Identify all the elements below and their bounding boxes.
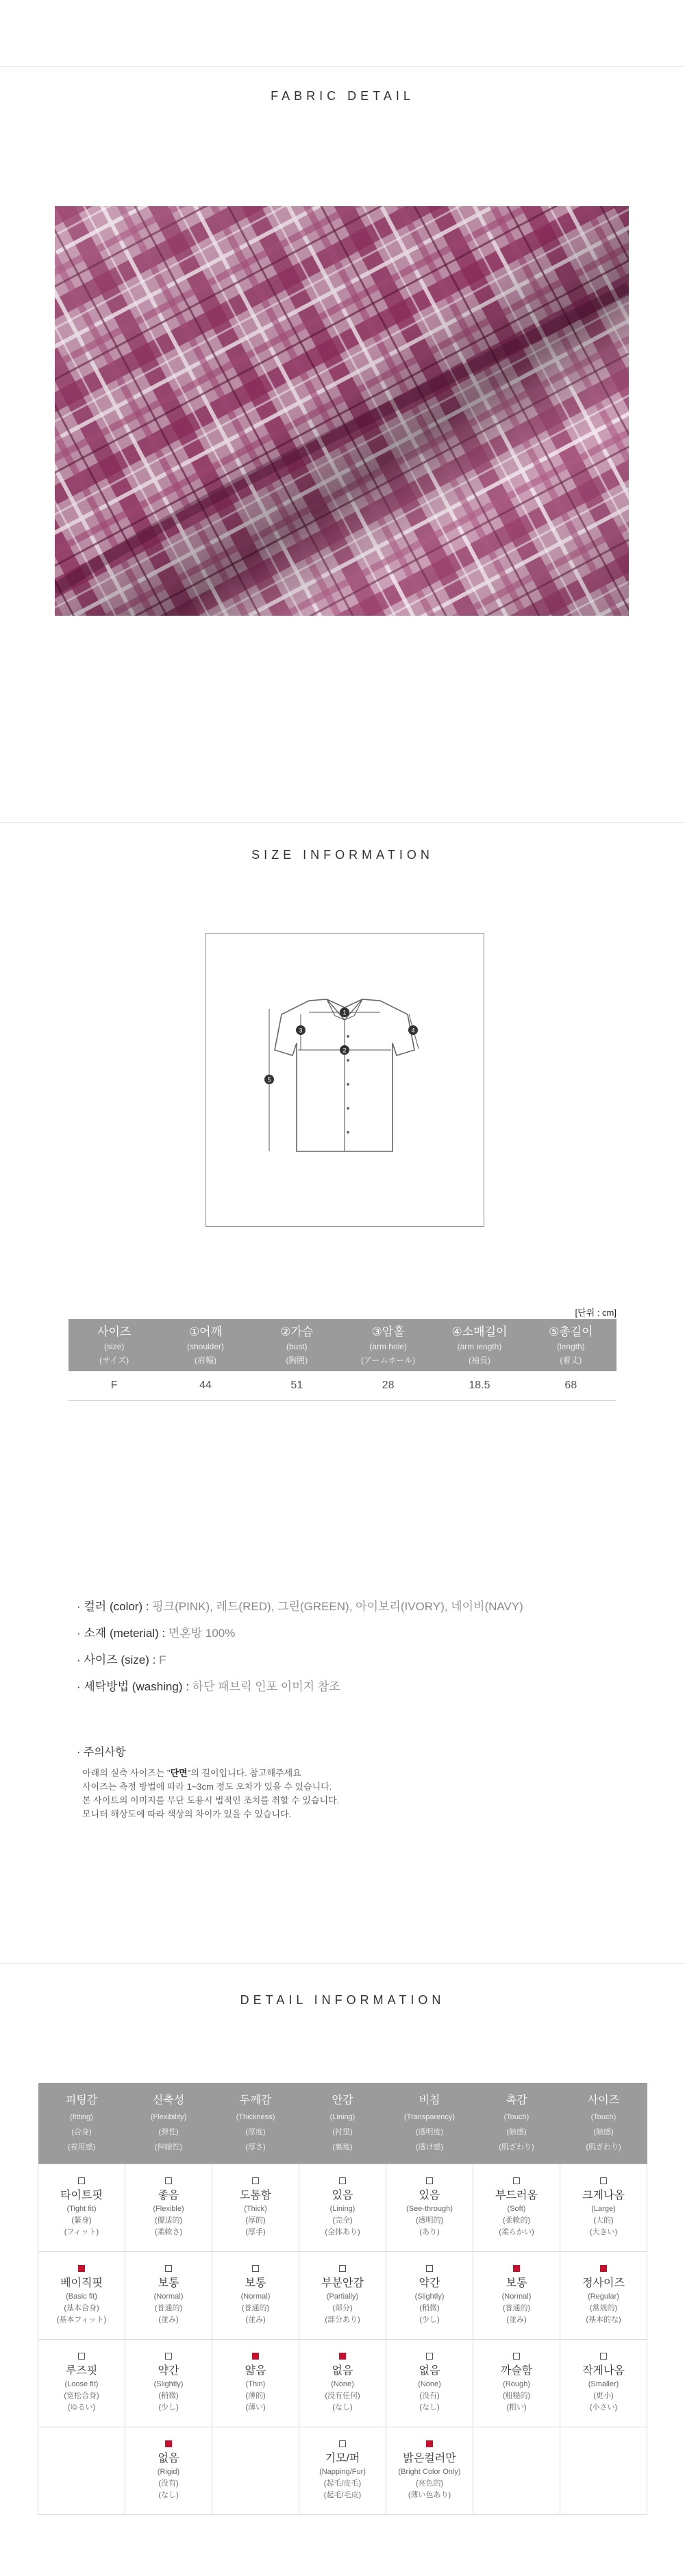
detail-option-ko: 루즈핏	[65, 2365, 98, 2377]
size-header-ko: ①어깨	[188, 1325, 223, 1338]
detail-cell	[560, 2340, 647, 2427]
unchecked-checkbox-icon	[339, 2177, 346, 2184]
detail-option-ko: 까슬함	[500, 2365, 533, 2377]
notice-line	[82, 1793, 339, 1806]
detail-option-l3: (薄い色あり)	[408, 2491, 451, 2499]
unchecked-checkbox-icon	[252, 2177, 259, 2184]
unchecked-checkbox-icon	[600, 2177, 607, 2184]
detail-cell	[386, 2340, 473, 2427]
detail-option-l1: (Rigid)	[157, 2468, 180, 2476]
detail-option-ko: 얇음	[245, 2365, 266, 2377]
detail-table-header	[299, 2083, 386, 2164]
detail-option-l1: (Slightly)	[414, 2292, 445, 2301]
detail-header-l2: (合身)	[71, 2128, 92, 2136]
unchecked-checkbox-icon	[513, 2353, 520, 2360]
detail-table-header	[386, 2083, 473, 2164]
detail-option-l3: (起毛/毛皮)	[323, 2491, 362, 2499]
size-header-ko: ⑤총길이	[549, 1325, 593, 1338]
notice-line	[82, 1807, 291, 1820]
detail-cell	[386, 2164, 473, 2252]
detail-option-l2: (普通的)	[502, 2304, 531, 2312]
info-color-value: 핑크(PINK), 레드(RED), 그린(GREEN), 아이보리(IVORY), 네이비(NAVY)	[152, 1600, 523, 1613]
detail-option-l3: (並み)	[245, 2316, 266, 2324]
detail-cell	[386, 2252, 473, 2340]
table-row	[68, 1371, 616, 1401]
size-header-en: (arm length)	[457, 1342, 502, 1351]
detail-option-l3: (少し)	[158, 2403, 179, 2412]
size-information-title: SIZE INFORMATION	[251, 848, 434, 862]
detail-option-l1: (Normal)	[240, 2292, 271, 2301]
detail-cell	[212, 2340, 299, 2427]
detail-option-ko: 정사이즈	[582, 2277, 625, 2289]
info-material	[77, 1623, 235, 1640]
size-header-ko: ②가슴	[280, 1325, 314, 1338]
detail-option-l3: (粗い)	[506, 2403, 527, 2412]
detail-cell	[473, 2427, 560, 2515]
detail-option-l2: (緊身)	[71, 2216, 92, 2225]
detail-cell	[299, 2164, 386, 2252]
info-color	[77, 1597, 523, 1614]
fabric-photo	[55, 206, 629, 616]
detail-cell	[473, 2252, 560, 2340]
table-row	[38, 2164, 647, 2252]
checked-checkbox-icon	[252, 2353, 259, 2360]
detail-option-l3: (部分あり)	[325, 2316, 360, 2324]
svg-text:4: 4	[411, 1027, 415, 1034]
notice-title: · 주의사항	[77, 1747, 126, 1758]
detail-option-l3: (厚手)	[245, 2228, 266, 2236]
detail-option-l2: (没有任何)	[325, 2392, 360, 2400]
size-cell: 18.5	[434, 1371, 525, 1401]
svg-text:5: 5	[267, 1076, 271, 1084]
detail-header-l2: (衬里)	[332, 2128, 353, 2136]
detail-option-l1: (Slightly)	[153, 2380, 184, 2388]
detail-table-header	[560, 2083, 647, 2164]
detail-option-l2: (柔軟的)	[502, 2216, 531, 2225]
size-header-en: (size)	[103, 1342, 125, 1351]
detail-header-l2: (触感)	[593, 2128, 614, 2136]
detail-cell	[560, 2427, 647, 2515]
detail-option-ko: 보통	[245, 2277, 266, 2289]
section-divider-1	[0, 822, 685, 823]
detail-option-l1: (Normal)	[153, 2292, 184, 2301]
detail-header-l3: (伸縮性)	[154, 2143, 183, 2151]
detail-header-ko: 신축성	[152, 2094, 185, 2106]
detail-header-l3: (着用感)	[67, 2143, 96, 2151]
size-header-en: (length)	[556, 1342, 585, 1351]
unchecked-checkbox-icon	[600, 2353, 607, 2360]
unchecked-checkbox-icon	[339, 2265, 346, 2272]
notice-text: "의 길이입니다. 참고해주세요	[187, 1768, 301, 1778]
size-table-header	[251, 1319, 342, 1371]
detail-header-ko: 비침	[419, 2094, 440, 2106]
detail-header-l2: (厚度)	[245, 2128, 266, 2136]
detail-option-l2: (大的)	[593, 2216, 614, 2225]
detail-option-l2: (普通的)	[154, 2304, 183, 2312]
detail-option-l2: (部分)	[332, 2304, 353, 2312]
detail-header-l3: (透け感)	[415, 2143, 444, 2151]
detail-table-header	[125, 2083, 212, 2164]
detail-cell	[212, 2427, 299, 2515]
detail-option-ko: 없음	[419, 2365, 440, 2377]
detail-option-l3: (なし)	[419, 2403, 440, 2412]
detail-option-l2: (没有)	[419, 2392, 440, 2400]
detail-cell	[212, 2252, 299, 2340]
detail-option-ko: 약간	[419, 2277, 440, 2289]
detail-option-l3: (並み)	[158, 2316, 179, 2324]
detail-option-l3: (柔らかい)	[499, 2228, 534, 2236]
detail-header-l1: (fitting)	[70, 2113, 93, 2121]
info-color-label: · 컬러 (color) :	[77, 1600, 153, 1613]
detail-option-l1: (Soft)	[507, 2205, 526, 2213]
size-header-en: (bust)	[286, 1342, 308, 1351]
size-header-jp: (サイズ)	[99, 1355, 129, 1365]
notice-line	[82, 1779, 332, 1792]
detail-cell	[473, 2164, 560, 2252]
table-row	[38, 2252, 647, 2340]
checked-checkbox-icon	[513, 2265, 520, 2272]
detail-option-l2: (透明的)	[415, 2216, 444, 2225]
unchecked-checkbox-icon	[252, 2265, 259, 2272]
shirt-diagram-icon	[206, 934, 484, 1226]
detail-cell	[38, 2252, 125, 2340]
detail-header-l1: (Transparency)	[403, 2113, 456, 2121]
unchecked-checkbox-icon	[165, 2353, 172, 2360]
detail-option-l1: (Bright Color Only)	[398, 2468, 461, 2476]
size-header-jp: (アームホール)	[360, 1355, 416, 1365]
detail-header-l1: (Touch)	[590, 2113, 616, 2121]
detail-option-l1: (Smaller)	[588, 2380, 619, 2388]
notice-emphasis: 단면	[170, 1768, 188, 1778]
unchecked-checkbox-icon	[165, 2177, 172, 2184]
checked-checkbox-icon	[426, 2440, 433, 2447]
detail-option-l2: (更小)	[593, 2392, 614, 2400]
detail-header-l1: (Touch)	[503, 2113, 530, 2121]
detail-option-l1: (Normal)	[501, 2292, 532, 2301]
detail-option-l3: (並み)	[506, 2316, 527, 2324]
detail-option-l2: (稍微)	[158, 2392, 179, 2400]
detail-header-l1: (Flexibility)	[150, 2113, 187, 2121]
detail-header-l2: (透明度)	[415, 2128, 444, 2136]
detail-option-l2: (普通的)	[241, 2304, 270, 2312]
detail-option-ko: 약간	[158, 2365, 179, 2377]
detail-option-l1: (See-through)	[406, 2205, 453, 2213]
detail-header-ko: 피팅감	[65, 2094, 98, 2106]
detail-option-ko: 기모/퍼	[325, 2453, 360, 2464]
detail-option-ko: 도톰함	[239, 2190, 272, 2201]
fabric-detail-title: FABRIC DETAIL	[271, 89, 414, 103]
detail-information-title: DETAIL INFORMATION	[240, 1993, 445, 2007]
detail-option-ko: 있음	[419, 2190, 440, 2201]
detail-option-l3: (柔軟さ)	[154, 2228, 183, 2236]
detail-header-l2: (弹性)	[158, 2128, 179, 2136]
notice-text: 모니터 해상도에 따라 색상의 차이가 있을 수 있습니다.	[82, 1809, 292, 1819]
size-table-header	[525, 1319, 616, 1371]
svg-text:2: 2	[342, 1047, 347, 1054]
detail-option-l1: (Rough)	[503, 2380, 530, 2388]
size-cell: 28	[342, 1371, 434, 1401]
size-header-en: (shoulder)	[186, 1342, 224, 1351]
checked-checkbox-icon	[600, 2265, 607, 2272]
detail-table-header	[212, 2083, 299, 2164]
detail-cell	[125, 2427, 212, 2515]
detail-option-l2: (亮色的)	[415, 2479, 444, 2488]
detail-option-l2: (稍微)	[419, 2304, 440, 2312]
detail-cell	[299, 2340, 386, 2427]
notice-line	[82, 1766, 301, 1779]
detail-option-l1: (Large)	[591, 2205, 616, 2213]
detail-header-l3: (裏地)	[332, 2143, 353, 2151]
size-table-header	[342, 1319, 434, 1371]
detail-option-l2: (基本合身)	[64, 2304, 99, 2312]
info-size	[77, 1650, 166, 1667]
detail-option-l3: (小さい)	[589, 2403, 618, 2412]
detail-option-ko: 보통	[158, 2277, 179, 2289]
unchecked-checkbox-icon	[339, 2440, 346, 2447]
info-washing-value: 하단 패브릭 인포 이미지 참조	[192, 1680, 340, 1693]
unchecked-checkbox-icon	[78, 2353, 85, 2360]
detail-option-l2: (宽松合身)	[64, 2392, 99, 2400]
detail-header-l3: (肌ざわり)	[499, 2143, 534, 2151]
detail-option-l2: (粗糙的)	[502, 2392, 531, 2400]
detail-option-l2: (完全)	[332, 2216, 353, 2225]
detail-header-ko: 두께감	[239, 2094, 272, 2106]
detail-option-l1: (Regular)	[588, 2292, 619, 2301]
detail-header-ko: 사이즈	[587, 2094, 620, 2106]
size-header-jp: (胸囲)	[286, 1355, 308, 1365]
detail-cell	[560, 2252, 647, 2340]
size-table-header-row	[68, 1319, 616, 1371]
detail-option-l1: (Thick)	[244, 2205, 267, 2213]
detail-option-ko: 없음	[158, 2453, 179, 2464]
size-header-ko: ④소매길이	[451, 1325, 508, 1338]
detail-option-ko: 좋음	[158, 2190, 179, 2201]
size-cell: 51	[251, 1371, 342, 1401]
detail-cell	[38, 2164, 125, 2252]
size-header-jp: (着丈)	[560, 1355, 582, 1365]
detail-option-l3: (大きい)	[589, 2228, 618, 2236]
size-header-jp: (袖長)	[468, 1355, 490, 1365]
table-row	[38, 2340, 647, 2427]
size-header-jp: (肩幅)	[194, 1355, 216, 1365]
detail-option-l1: (Loose fit)	[64, 2380, 99, 2388]
detail-table-header	[473, 2083, 560, 2164]
size-table	[68, 1319, 616, 1401]
detail-cell	[386, 2427, 473, 2515]
detail-option-ko: 타이트핏	[60, 2190, 103, 2201]
detail-cell	[299, 2252, 386, 2340]
section-divider-2	[0, 1963, 685, 1964]
info-material-label: · 소재 (meterial) :	[77, 1627, 169, 1640]
size-cell: F	[68, 1371, 160, 1401]
unchecked-checkbox-icon	[513, 2177, 520, 2184]
detail-cell	[125, 2164, 212, 2252]
info-washing	[77, 1677, 340, 1694]
size-header-en: (arm hole)	[369, 1342, 407, 1351]
detail-cell	[560, 2164, 647, 2252]
detail-option-l1: (Tight fit)	[66, 2205, 97, 2213]
detail-option-l2: (厚的)	[245, 2216, 266, 2225]
detail-header-ko: 촉감	[506, 2094, 527, 2106]
detail-cell	[299, 2427, 386, 2515]
detail-option-l3: (なし)	[158, 2491, 179, 2499]
detail-table-header-row	[38, 2083, 647, 2164]
unchecked-checkbox-icon	[165, 2265, 172, 2272]
detail-option-l1: (Flexible)	[153, 2205, 184, 2213]
detail-option-l3: (なし)	[332, 2403, 353, 2412]
detail-cell	[38, 2340, 125, 2427]
detail-option-l1: (Lining)	[329, 2205, 356, 2213]
detail-header-l2: (触感)	[506, 2128, 527, 2136]
detail-header-l1: (Thickness)	[236, 2113, 275, 2121]
size-table-header	[68, 1319, 160, 1371]
unit-label: [단위 : cm]	[575, 1308, 616, 1318]
detail-option-l1: (None)	[418, 2380, 441, 2388]
info-material-value: 면혼방 100%	[168, 1627, 236, 1640]
detail-option-ko: 부드러움	[495, 2190, 538, 2201]
detail-option-l1: (Napping/Fur)	[319, 2468, 366, 2476]
notice-text: 아래의 실측 사이즈는 "	[82, 1768, 171, 1778]
detail-option-l2: (没有)	[158, 2479, 179, 2488]
detail-option-ko: 밝은컬러만	[403, 2453, 456, 2464]
size-diagram	[206, 933, 484, 1227]
detail-option-ko: 작게나옴	[582, 2365, 625, 2377]
detail-option-l2: (薄的)	[245, 2392, 266, 2400]
unchecked-checkbox-icon	[78, 2177, 85, 2184]
size-header-ko: 사이즈	[97, 1325, 132, 1338]
unchecked-checkbox-icon	[426, 2177, 433, 2184]
detail-option-l3: (少し)	[419, 2316, 440, 2324]
checked-checkbox-icon	[78, 2265, 85, 2272]
detail-cell	[125, 2340, 212, 2427]
svg-text:1: 1	[342, 1009, 347, 1016]
detail-cell	[473, 2340, 560, 2427]
size-cell: 44	[160, 1371, 251, 1401]
detail-cell	[38, 2427, 125, 2515]
detail-cell	[212, 2164, 299, 2252]
detail-option-l2: (優适的)	[154, 2216, 183, 2225]
size-table-header	[160, 1319, 251, 1371]
info-size-value: F	[159, 1653, 166, 1666]
detail-option-l1: (None)	[331, 2380, 354, 2388]
detail-option-l1: (Basic fit)	[66, 2292, 97, 2301]
detail-header-l3: (肌ざわり)	[586, 2143, 621, 2151]
detail-option-l3: (基本フィット)	[56, 2316, 107, 2324]
detail-option-ko: 크게나옴	[582, 2190, 625, 2201]
detail-table-header	[38, 2083, 125, 2164]
svg-text:3: 3	[299, 1027, 303, 1034]
detail-option-l3: (フィット)	[64, 2228, 99, 2236]
detail-option-l2: (起毛/皮毛)	[323, 2479, 362, 2488]
detail-option-l3: (薄い)	[245, 2403, 266, 2412]
unchecked-checkbox-icon	[426, 2265, 433, 2272]
notice-text: 사이즈는 측정 방법에 따라 1~3cm 정도 오차가 있을 수 있습니다.	[82, 1781, 332, 1792]
detail-option-ko: 보통	[506, 2277, 527, 2289]
detail-table	[38, 2083, 647, 2515]
size-table-header	[434, 1319, 525, 1371]
detail-option-l1: (Thin)	[245, 2380, 266, 2388]
detail-option-l3: (全体あり)	[325, 2228, 360, 2236]
detail-option-l3: (ゆるい)	[67, 2403, 96, 2412]
unchecked-checkbox-icon	[426, 2353, 433, 2360]
notice-text: 본 사이트의 이미지를 무단 도용시 법적인 조치를 취할 수 있습니다.	[82, 1795, 340, 1805]
checked-checkbox-icon	[339, 2353, 346, 2360]
detail-option-ko: 있음	[332, 2190, 353, 2201]
info-size-label: · 사이즈 (size) :	[77, 1653, 160, 1666]
detail-header-l3: (厚さ)	[245, 2143, 266, 2151]
size-cell: 68	[525, 1371, 616, 1401]
detail-header-ko: 안감	[332, 2094, 353, 2106]
checked-checkbox-icon	[165, 2440, 172, 2447]
detail-option-ko: 베이직핏	[60, 2277, 103, 2289]
detail-option-l1: (Partially)	[326, 2292, 359, 2301]
table-row	[38, 2427, 647, 2515]
top-divider	[0, 66, 685, 67]
size-header-ko: ③암홀	[371, 1325, 405, 1338]
info-washing-label: · 세탁방법 (washing) :	[77, 1680, 192, 1693]
detail-option-l2: (常规的)	[589, 2304, 618, 2312]
detail-option-l3: (あり)	[419, 2228, 440, 2236]
detail-option-l3: (基本的な)	[586, 2316, 621, 2324]
detail-option-ko: 부분안감	[321, 2277, 364, 2289]
detail-cell	[125, 2252, 212, 2340]
detail-header-l1: (Lining)	[329, 2113, 356, 2121]
detail-option-ko: 없음	[332, 2365, 353, 2377]
